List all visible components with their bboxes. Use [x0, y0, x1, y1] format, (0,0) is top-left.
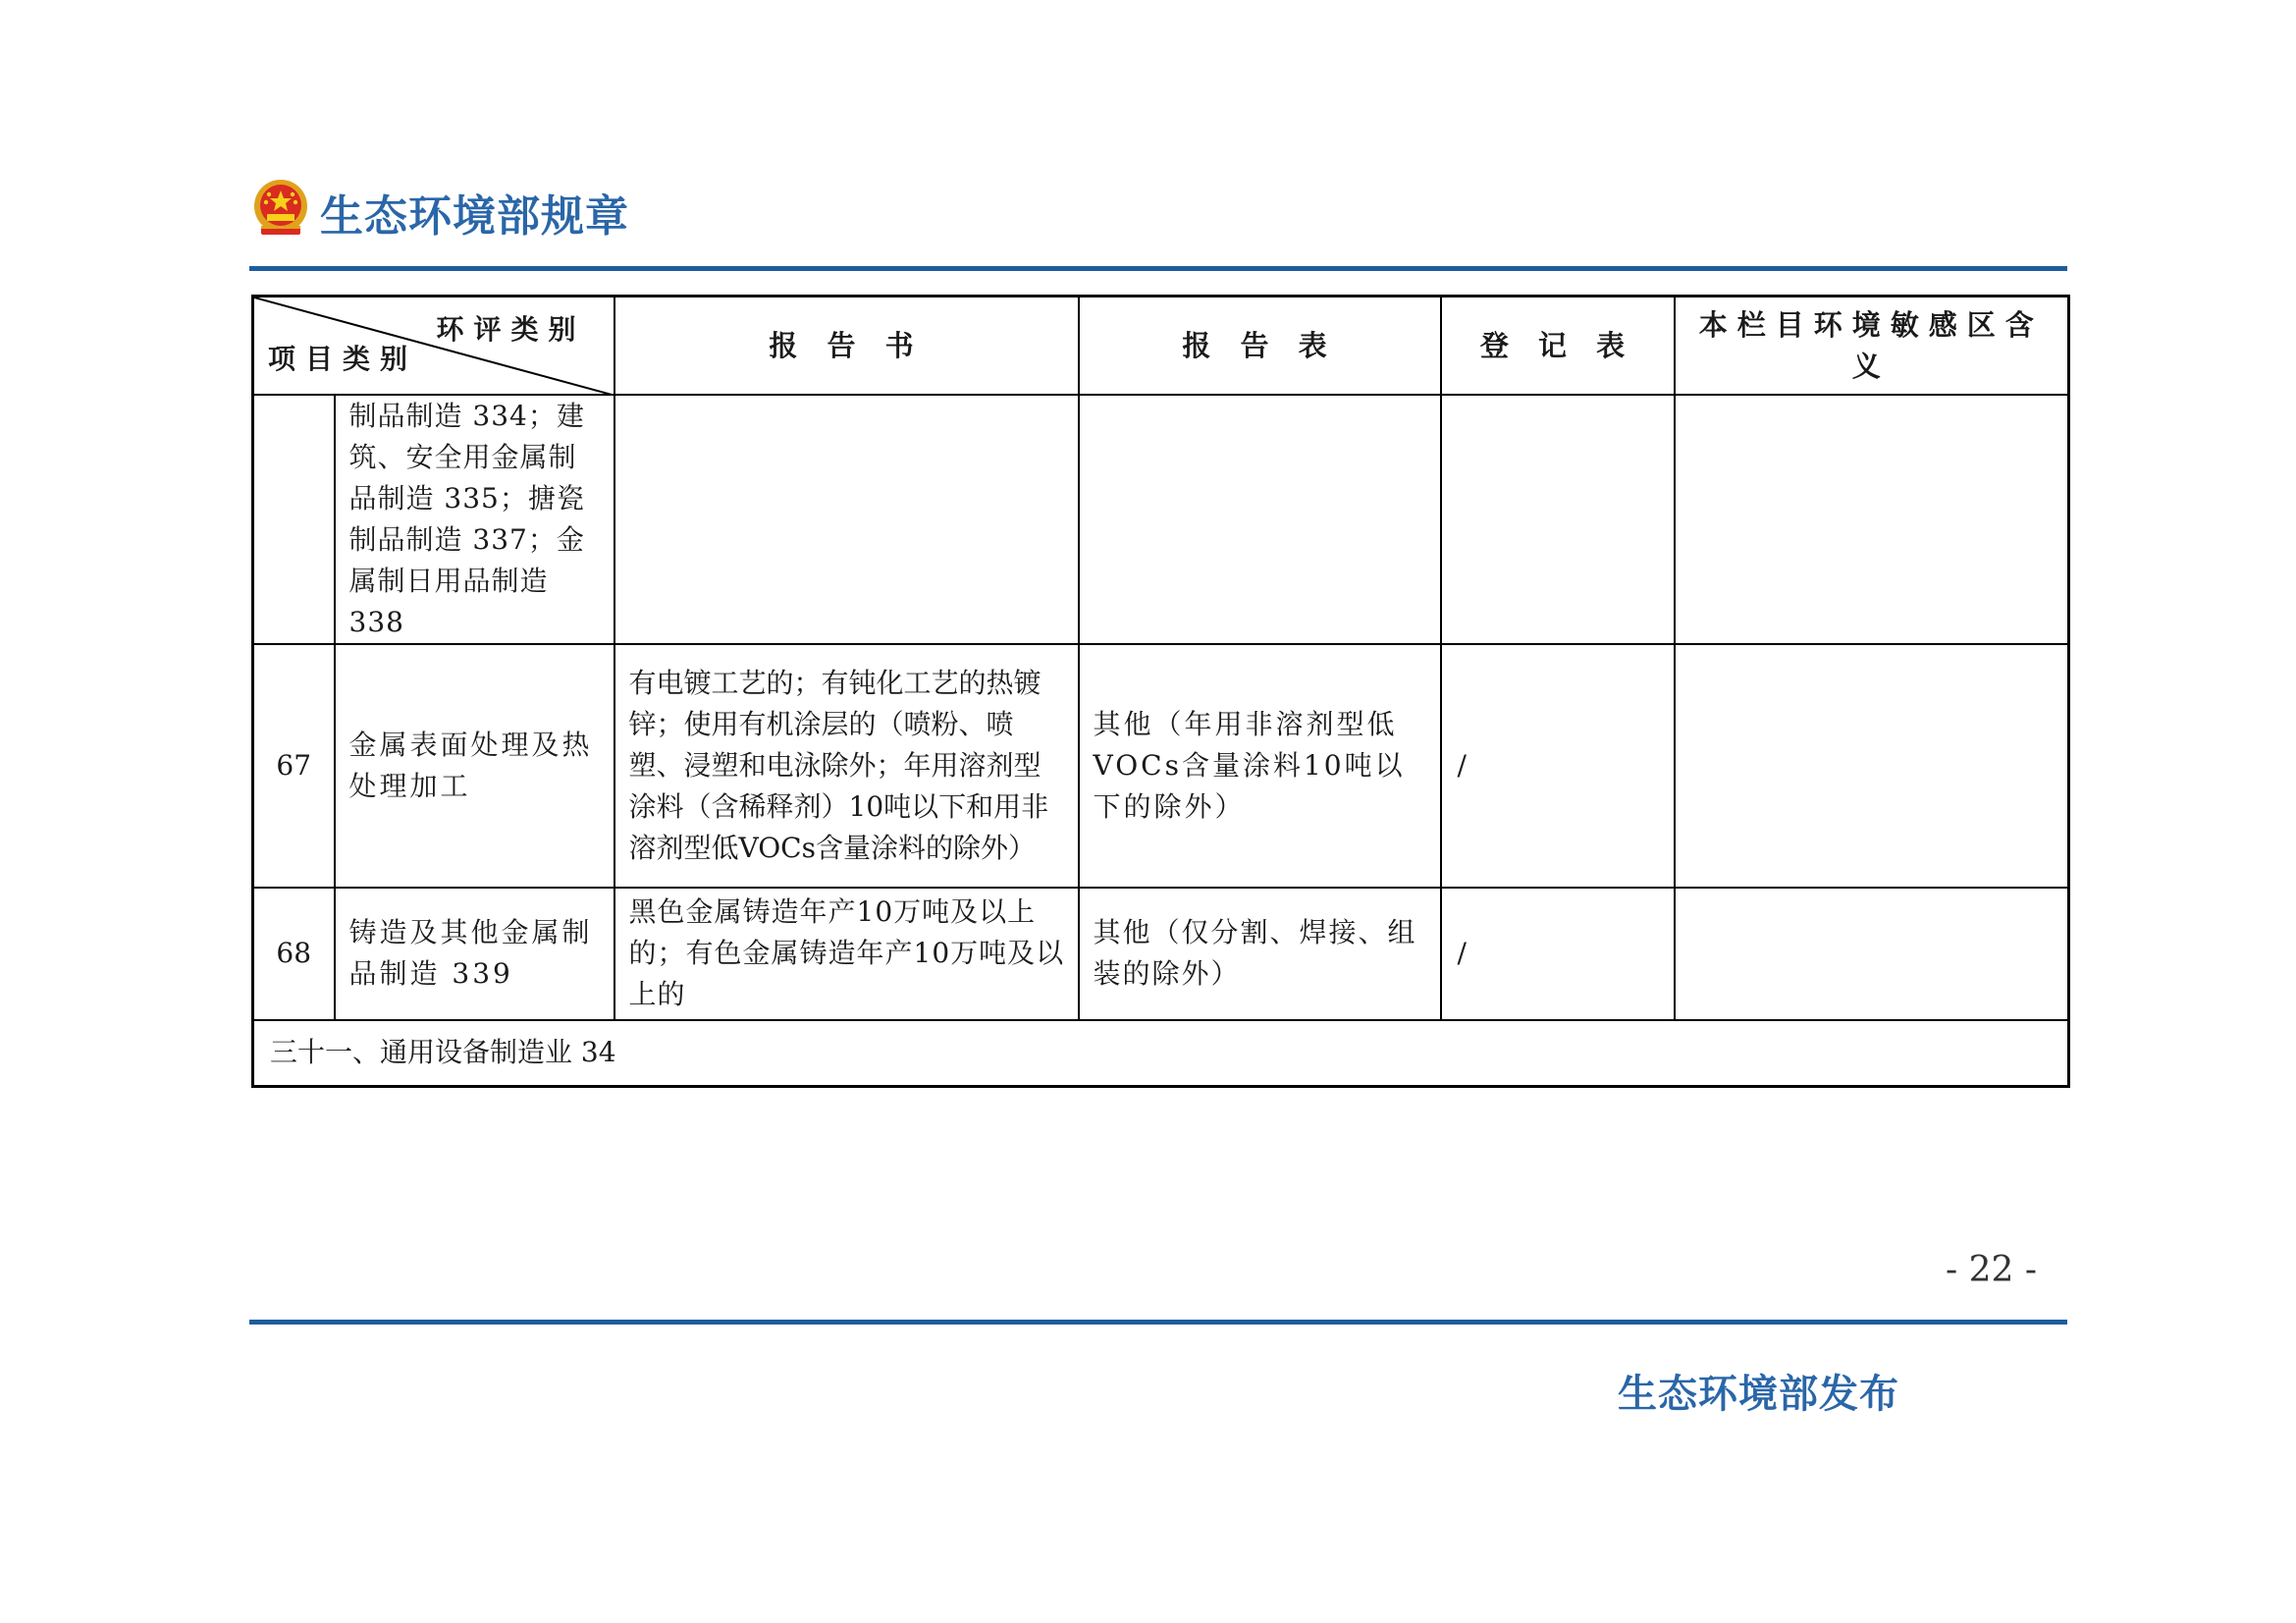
report-book-cell: 有电镀工艺的；有钝化工艺的热镀锌；使用有机涂层的（喷粉、喷塑、浸塑和电泳除外；年用溶剂型涂料（含稀释剂）10吨以下和用非溶剂型低VOCs含量涂料的除外）	[614, 644, 1079, 888]
header-eia-category: 环评类别	[436, 313, 586, 346]
report-book-cell: 黑色金属铸造年产10万吨及以上的；有色金属铸造年产10万吨及以上的	[614, 888, 1079, 1020]
sensitive-area-cell	[1675, 395, 2069, 644]
project-category: 制品制造 334；建筑、安全用金属制品制造 335；搪瓷制品制造 337；金属制日用品制造 338	[335, 395, 614, 644]
sensitive-area-cell	[1675, 644, 2069, 888]
section-row	[253, 1020, 2069, 1087]
registration-cell: /	[1441, 644, 1675, 888]
table-header-row	[253, 297, 2069, 395]
footer-rule	[249, 1320, 2067, 1325]
table-row	[253, 395, 2069, 644]
header-report-form: 报 告 表	[1079, 297, 1441, 395]
row-number: 68	[253, 888, 335, 1020]
project-category: 铸造及其他金属制品制造 339	[335, 888, 614, 1020]
national-emblem-icon	[251, 179, 310, 240]
project-category: 金属表面处理及热处理加工	[335, 644, 614, 888]
row-number: 67	[253, 644, 335, 888]
report-form-cell	[1079, 395, 1441, 644]
header-registration: 登 记 表	[1441, 297, 1675, 395]
table-row	[253, 888, 2069, 1020]
header-report-book: 报 告 书	[614, 297, 1079, 395]
sensitive-area-cell	[1675, 888, 2069, 1020]
registration-cell	[1441, 395, 1675, 644]
report-form-cell: 其他（年用非溶剂型低VOCs含量涂料10吨以下的除外）	[1079, 644, 1441, 888]
header-rule	[249, 266, 2067, 271]
row-number	[253, 395, 335, 644]
header-project-category: 项目类别	[268, 342, 418, 375]
page-number: - 22 -	[1946, 1250, 2038, 1290]
publisher-footer: 生态环境部发布	[1618, 1372, 1899, 1417]
environmental-impact-table	[251, 295, 2070, 1088]
diagonal-header-cell	[253, 297, 614, 395]
header-sensitive-area: 本栏目环境敏感区含义	[1675, 297, 2069, 395]
registration-cell: /	[1441, 888, 1675, 1020]
report-book-cell	[614, 395, 1079, 644]
table-row	[253, 644, 2069, 888]
page-header-title: 生态环境部规章	[320, 191, 629, 242]
report-form-cell: 其他（仅分割、焊接、组装的除外）	[1079, 888, 1441, 1020]
section-heading: 三十一、通用设备制造业 34	[253, 1020, 2069, 1087]
